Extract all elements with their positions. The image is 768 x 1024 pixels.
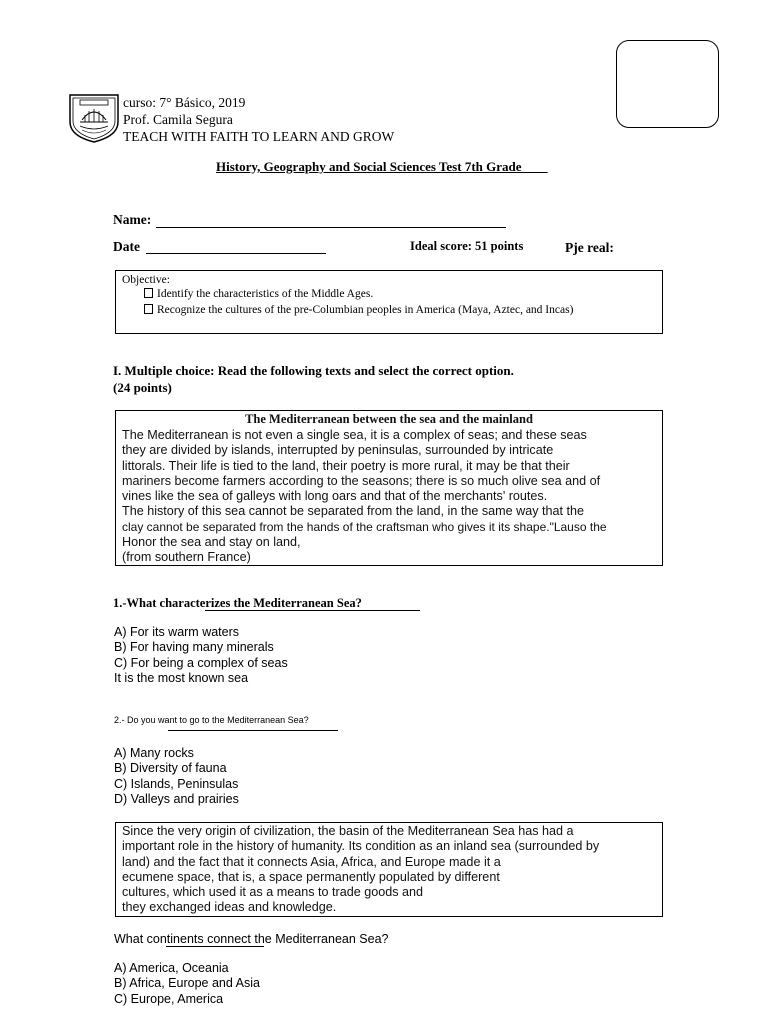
objective-item: Identify the characteristics of the Middle Ages. xyxy=(144,287,373,302)
option-d[interactable]: It is the most known sea xyxy=(114,670,249,685)
question-1: 1.-What characterizes the Mediterranean Sea? xyxy=(113,596,362,610)
checkbox-icon xyxy=(144,288,153,298)
question-underline xyxy=(166,946,264,947)
reading-text-box xyxy=(115,410,663,566)
reading-body xyxy=(122,428,607,566)
score-box xyxy=(616,40,719,128)
question-underline xyxy=(205,610,420,611)
question-3-options xyxy=(114,961,260,1007)
motto-text: TEACH WITH FAITH TO LEARN AND GROW xyxy=(123,129,395,144)
date-label: Date xyxy=(113,239,140,254)
option-a[interactable]: A) For its warm waters xyxy=(114,625,240,639)
checkbox-icon xyxy=(144,304,153,314)
name-label: Name: xyxy=(113,212,152,227)
ideal-score: Ideal score: 51 points xyxy=(410,239,524,253)
date-field[interactable] xyxy=(146,253,326,254)
reading-title: The Mediterranean between the sea and the mainland xyxy=(245,412,533,426)
question-1-options xyxy=(114,625,288,686)
reading-line: land) and the fact that it connects Asia, Africa, and Europe made it a xyxy=(122,854,501,869)
reading-line: Honor the sea and stay on land, xyxy=(122,535,301,550)
objective-box xyxy=(115,270,663,334)
section-points: (24 points) xyxy=(113,380,172,395)
reading-line: cultures, which used it as a means to trade goods and xyxy=(122,885,424,900)
objective-label: Objective: xyxy=(122,274,170,286)
option-a[interactable]: A) America, Oceania xyxy=(114,961,229,975)
school-crest-icon xyxy=(68,92,120,144)
option-c[interactable]: C) Islands, Peninsulas xyxy=(114,776,239,791)
real-score-label: Pje real: xyxy=(565,240,614,255)
reading-line: they exchanged ideas and knowledge. xyxy=(122,900,337,915)
reading-line: vines like the sea of galleys with long oars and that of the merchants' routes. xyxy=(122,489,548,504)
option-b[interactable]: B) For having many minerals xyxy=(114,640,274,655)
reading-line: The history of this sea cannot be separated from the land, in the same way that the xyxy=(122,504,585,519)
question-2: 2.- Do you want to go to the Mediterranean Sea? xyxy=(114,715,309,725)
reading-line: (from southern France) xyxy=(122,550,251,565)
section-title: I. Multiple choice: Read the following texts and select the correct option. xyxy=(113,363,514,378)
reading-line: littorals. Their life is tied to the land, their poetry is more rural, it may be that their xyxy=(122,458,570,473)
question-2-options xyxy=(114,746,239,807)
objective-item: Recognize the cultures of the pre-Columbian peoples in America (Maya, Aztec, and Incas) xyxy=(144,303,573,318)
question-3: What continents connect the Mediterranean Sea? xyxy=(114,932,389,946)
test-title: History, Geography and Social Sciences Test 7th Grade____ xyxy=(216,159,548,174)
name-field[interactable] xyxy=(156,227,506,228)
reading-body xyxy=(122,824,599,916)
teacher-text: Prof. Camila Segura xyxy=(123,112,233,127)
option-d[interactable]: D) Valleys and prairies xyxy=(114,791,239,806)
reading-text-box-2 xyxy=(115,822,663,917)
course-text: curso: 7° Básico, 2019 xyxy=(123,95,246,110)
option-c[interactable]: C) For being a complex of seas xyxy=(114,655,288,670)
reading-line: The Mediterranean is not even a single sea, it is a complex of seas; and these seas xyxy=(122,428,587,442)
reading-line: clay cannot be separated from the hands of the craftsman who gives it its shape."Lauso the xyxy=(122,519,607,534)
option-a[interactable]: A) Many rocks xyxy=(114,746,194,760)
question-underline xyxy=(168,730,338,731)
option-c[interactable]: C) Europe, America xyxy=(114,991,224,1006)
option-b[interactable]: B) Diversity of fauna xyxy=(114,761,227,776)
reading-line: ecumene space, that is, a space permanently populated by different xyxy=(122,869,500,884)
reading-line: mariners become farmers according to the seasons; there is so much olive sea and of xyxy=(122,473,601,488)
reading-line: important role in the history of humanity. Its condition as an inland sea (surrounded by xyxy=(122,839,600,854)
reading-line: they are divided by islands, interrupted by peninsulas, surrounded by intricate xyxy=(122,443,554,458)
reading-line: Since the very origin of civilization, the basin of the Mediterranean Sea has had a xyxy=(122,824,574,838)
option-b[interactable]: B) Africa, Europe and Asia xyxy=(114,976,260,991)
